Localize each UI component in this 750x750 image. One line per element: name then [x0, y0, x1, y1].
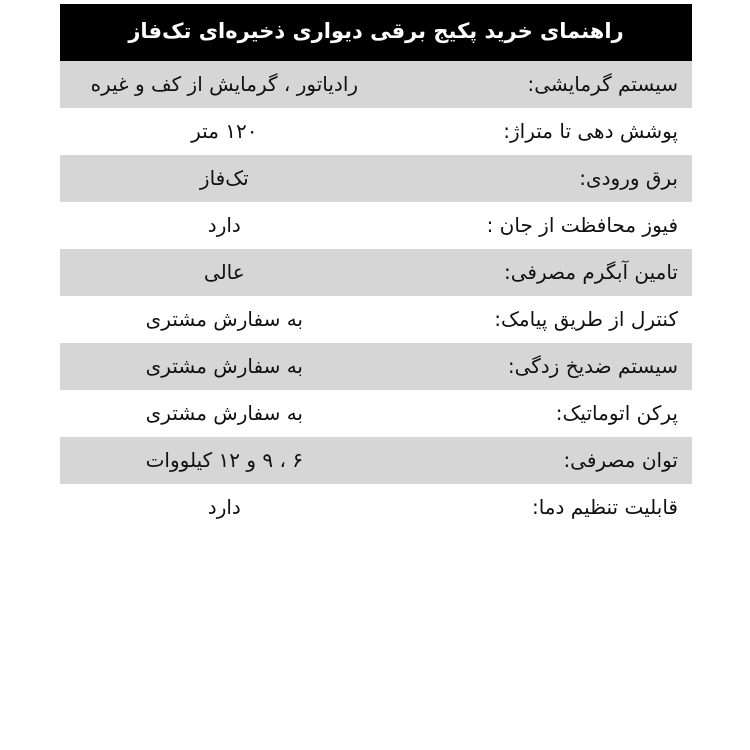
row-label: توان مصرفی: [389, 437, 692, 484]
row-value: عالی [60, 249, 389, 296]
table-row [60, 202, 692, 249]
table-row [60, 296, 692, 343]
table-row [60, 343, 692, 390]
row-label: پرکن اتوماتیک: [389, 390, 692, 437]
table-row [60, 61, 692, 108]
row-value: دارد [60, 202, 389, 249]
table-title: راهنمای خرید پکیج برقی دیواری ذخیره‌ای تک‌فاز [60, 4, 692, 61]
row-label: سیستم ضدیخ زدگی: [389, 343, 692, 390]
table-row [60, 390, 692, 437]
row-value: به سفارش مشتری [60, 343, 389, 390]
table-row [60, 249, 692, 296]
row-value: ۶ ، ۹ و ۱۲ کیلووات [60, 437, 389, 484]
table-row [60, 484, 692, 531]
row-label: پوشش دهی تا متراژ: [389, 108, 692, 155]
row-value: دارد [60, 484, 389, 531]
row-value: به سفارش مشتری [60, 296, 389, 343]
row-value: به سفارش مشتری [60, 390, 389, 437]
row-label: قابلیت تنظیم دما: [389, 484, 692, 531]
row-label: کنترل از طریق پیامک: [389, 296, 692, 343]
table-row [60, 437, 692, 484]
table-row [60, 155, 692, 202]
row-value: تک‌فاز [60, 155, 389, 202]
specifications-table [60, 4, 692, 531]
table-body [60, 61, 692, 531]
row-label: برق ورودی: [389, 155, 692, 202]
row-label: فیوز محافظت از جان : [389, 202, 692, 249]
row-value: ۱۲۰ متر [60, 108, 389, 155]
row-label: سیستم گرمایشی: [389, 61, 692, 108]
row-label: تامین آبگرم مصرفی: [389, 249, 692, 296]
table-row [60, 108, 692, 155]
row-value: رادیاتور ، گرمایش از کف و غیره [60, 61, 389, 108]
